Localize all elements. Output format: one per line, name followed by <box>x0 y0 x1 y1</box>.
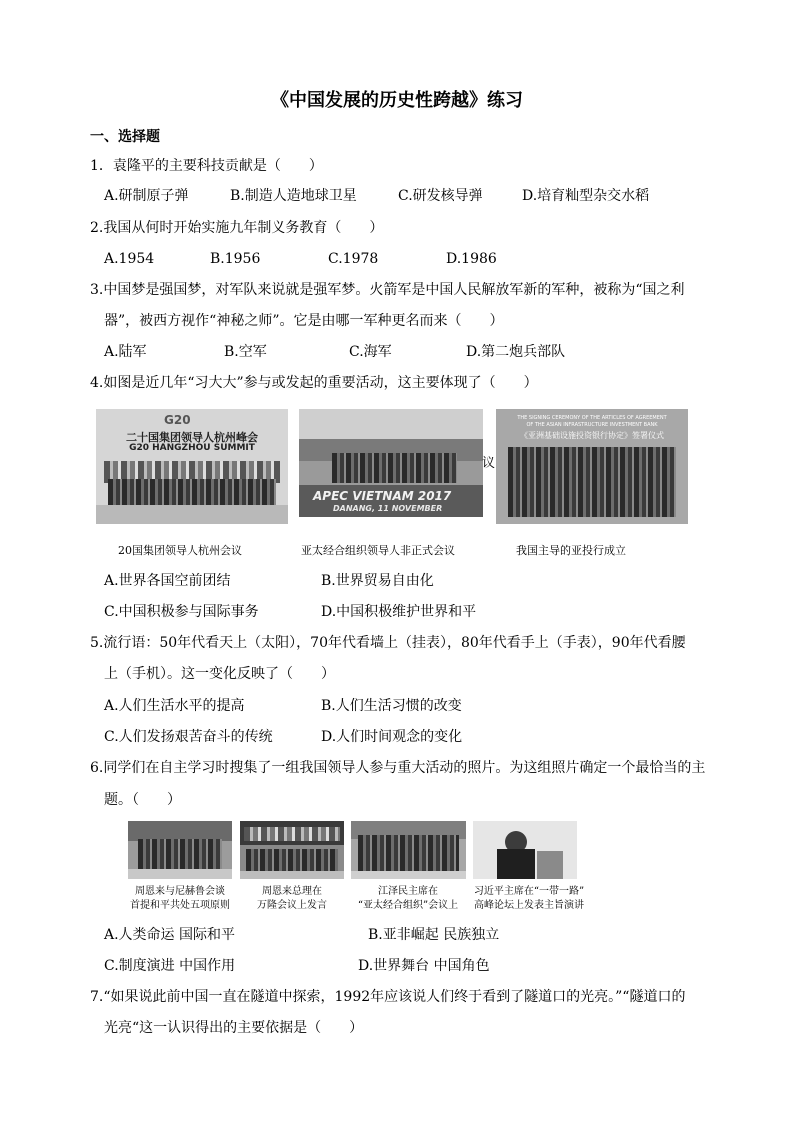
g20-banner: 二十国集团领导人杭州峰会 <box>126 431 258 444</box>
q3-option-d: D.第二炮兵部队 <box>466 344 566 360</box>
q5-option-c: C.人们发扬艰苦奋斗的传统 <box>104 729 273 745</box>
aiib-heading-en-2: OF THE ASIAN INFRASTRUCTURE INVESTMENT BANK <box>526 422 658 428</box>
caption-apec-jiang-2: “亚太经合组织”会议上 <box>357 900 459 911</box>
apec-banner-sub: DANANG, 11 NOVEMBER <box>333 504 443 513</box>
question-2-stem: 2.我国从何时开始实施九年制义务教育（ ） <box>90 220 384 236</box>
q4-option-c: C.中国积极参与国际事务 <box>104 604 259 620</box>
q3-option-a: A.陆军 <box>104 344 147 360</box>
question-1-stem: 1．袁隆平的主要科技贡献是（ ） <box>90 158 323 174</box>
section-heading: 一、选择题 <box>90 129 160 145</box>
q6-option-c: C.制度演进 中国作用 <box>104 958 236 974</box>
q2-option-b: B.1956 <box>210 251 261 267</box>
question-7-stem-line1: 7.“如果说此前中国一直在隧道中探索，1992年应该说人们终于看到了隧道口的光亮。”“隧道口的 <box>90 989 686 1005</box>
stray-char: 议 <box>482 456 496 471</box>
apec-banner: APEC VIETNAM 2017 <box>313 489 452 503</box>
question-5-stem-line1: 5.流行语：50年代看天上（太阳），70年代看墙上（挂表），80年代看手上（手表），90年代看腰 <box>90 635 686 651</box>
caption-g20: 20国集团领导人杭州会议 <box>118 544 242 557</box>
caption-apec-jiang-1: 江泽民主席在 <box>378 886 438 897</box>
q4-option-a: A.世界各国空前团结 <box>104 573 231 589</box>
q4-option-d: D.中国积极维护世界和平 <box>321 604 477 620</box>
q6-option-d: D.世界舞台 中国角色 <box>358 958 490 974</box>
question-3-stem-line2: 器”，被西方视作“神秘之师”。它是由哪一军种更名而来（ ） <box>104 313 504 329</box>
aiib-heading-en-1: THE SIGNING CEREMONY OF THE ARTICLES OF AGREEMENT <box>517 415 667 421</box>
q5-option-d: D.人们时间观念的变化 <box>321 729 463 745</box>
question-4-stem: 4.如图是近几年“习大大”参与或发起的重要活动，这主要体现了（ ） <box>90 375 538 391</box>
q1-option-d: D.培育籼型杂交水稻 <box>522 188 650 204</box>
q6-option-a: A.人类命运 国际和平 <box>104 927 236 943</box>
g20-summit-photo <box>96 409 288 524</box>
belt-road-speech-photo <box>473 821 577 879</box>
apec-jiang-photo <box>351 821 466 879</box>
q1-option-c: C.研发核导弹 <box>398 188 483 204</box>
q6-option-b: B.亚非崛起 民族独立 <box>368 927 500 943</box>
q4-option-b: B.世界贸易自由化 <box>321 573 434 589</box>
q3-option-c: C.海军 <box>349 344 392 360</box>
q1-option-a: A.研制原子弹 <box>104 188 189 204</box>
caption-zhou-nehru-1: 周恩来与尼赫鲁会谈 <box>135 886 225 897</box>
q1-option-b: B.制造人造地球卫星 <box>230 188 357 204</box>
q3-option-b: B.空军 <box>224 344 267 360</box>
aiib-heading-cn: 《亚洲基础设施投资银行协定》签署仪式 <box>520 431 664 440</box>
caption-aiib: 我国主导的亚投行成立 <box>516 544 626 557</box>
bandung-photo <box>240 821 344 879</box>
q2-option-a: A.1954 <box>104 251 155 267</box>
q2-option-d: D.1986 <box>446 251 497 267</box>
g20-banner-en: G20 HANGZHOU SUMMIT <box>129 443 255 453</box>
aiib-signing-photo <box>496 409 688 524</box>
caption-belt-road-1: 习近平主席在“一带一路” <box>473 886 585 897</box>
q5-option-a: A.人们生活水平的提高 <box>104 698 245 714</box>
g20-logo: G20 <box>164 413 191 427</box>
caption-bandung-2: 万隆会议上发言 <box>257 900 327 911</box>
page-title: 《中国发展的历史性跨越》练习 <box>271 90 523 111</box>
caption-apec: 亚太经合组织领导人非正式会议 <box>301 544 455 557</box>
question-3-stem-line1: 3.中国梦是强国梦，对军队来说就是强军梦。火箭军是中国人民解放军新的军种，被称为“国之利 <box>90 282 685 298</box>
zhou-nehru-photo <box>128 821 232 879</box>
question-5-stem-line2: 上（手机）。这一变化反映了（ ） <box>104 666 335 682</box>
q2-option-c: C.1978 <box>328 251 379 267</box>
caption-belt-road-2: 高峰论坛上发表主旨演讲 <box>474 900 584 911</box>
caption-zhou-nehru-2: 首提和平共处五项原则 <box>130 900 230 911</box>
question-6-stem-line2: 题。（ ） <box>104 792 181 808</box>
question-6-stem-line1: 6.同学们在自主学习时搜集了一组我国领导人参与重大活动的照片。为这组照片确定一个最恰当的主 <box>90 760 706 776</box>
q5-option-b: B.人们生活习惯的改变 <box>321 698 462 714</box>
caption-bandung-1: 周恩来总理在 <box>262 886 322 897</box>
apec-meeting-photo <box>299 409 483 517</box>
question-7-stem-line2: 光亮“这一认识得出的主要依据是（ ） <box>104 1020 364 1036</box>
